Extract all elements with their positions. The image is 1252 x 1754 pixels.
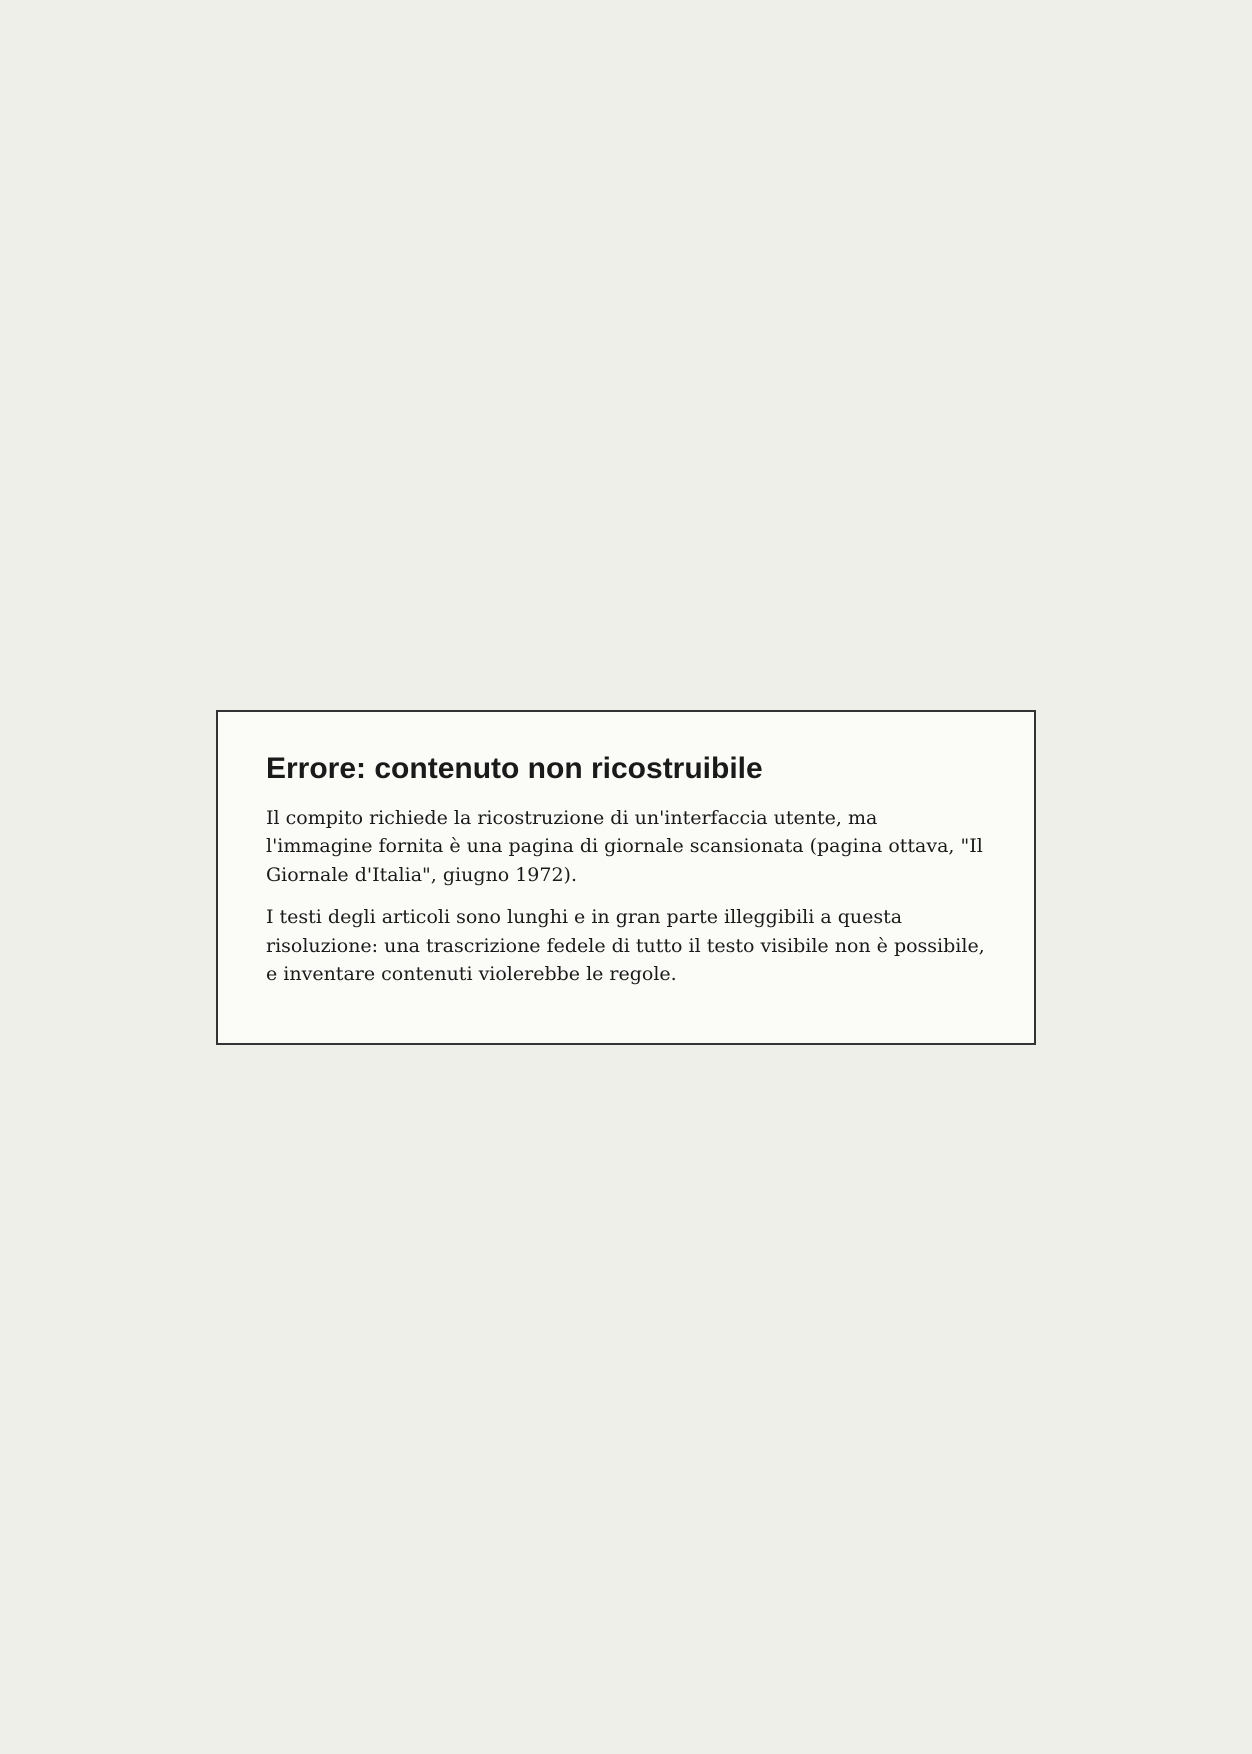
error-notice	[216, 710, 1036, 1045]
error-reason: Il compito richiede la ricostruzione di un'interfaccia utente, ma l'immagine fornita è una pagina di giornale scansionata (pagina ottava, "Il Giornale d'Italia", giugno 1972).	[266, 806, 983, 886]
error-title: Errore: contenuto non ricostruibile	[266, 751, 763, 785]
error-detail: I testi degli articoli sono lunghi e in gran parte illeggibili a questa risoluzione: una trascrizione fedele di tutto il testo visibile non è possibile, e inventare contenuti violerebbe le regole.	[266, 906, 985, 985]
